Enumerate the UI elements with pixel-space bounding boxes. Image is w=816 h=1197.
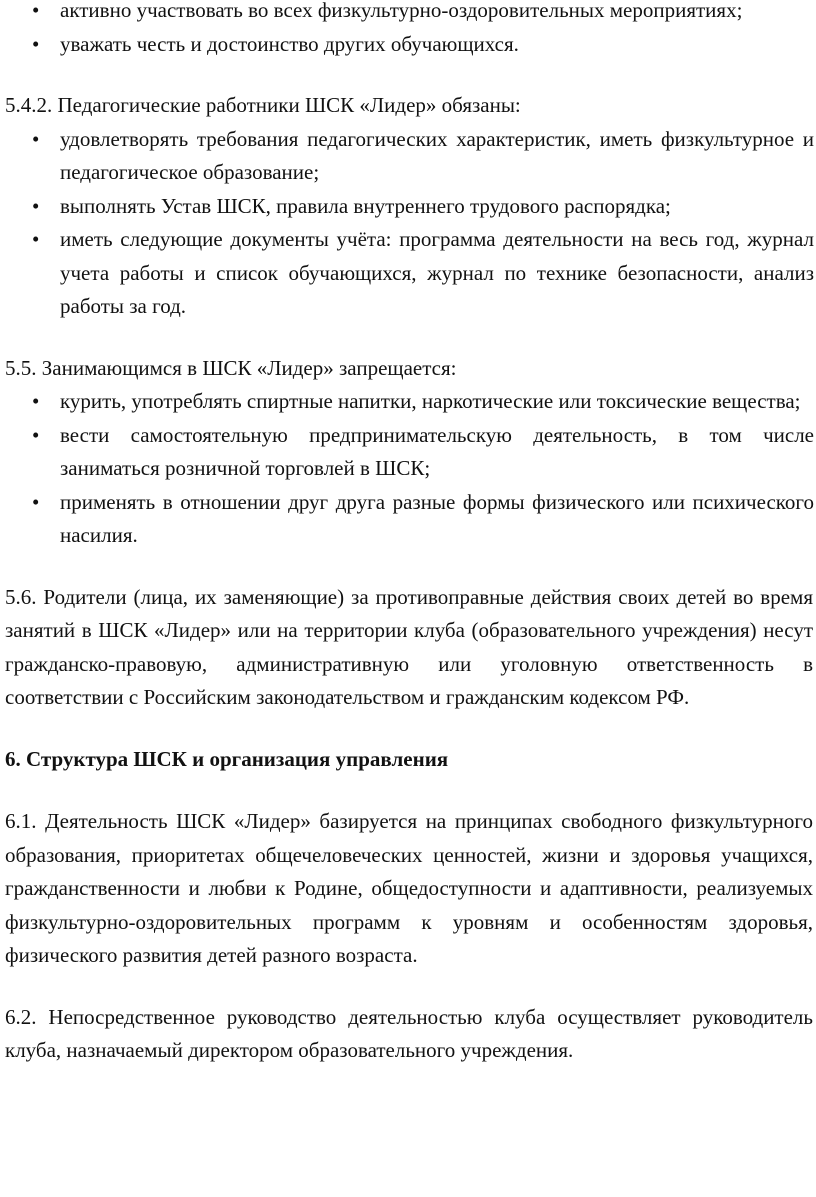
paragraph-6-2: 6.2. Непосредственное руководство деятельностью клуба осуществляет руководитель клуба, назначаемый директором образовательного учреждения. [5,1004,813,1062]
list-item: • вести самостоятельную предпринимательскую деятельность, в том числе заниматься розничной торговлей в ШСК; [0,419,816,486]
list-item: • курить, употреблять спиртные напитки, наркотические или токсические вещества; [0,385,816,419]
list-item: • выполнять Устав ШСК, правила внутреннего трудового распорядка; [0,190,816,224]
paragraph-5-6: 5.6. Родители (лица, их заменяющие) за противоправные действия своих детей во время занятий в ШСК «Лидер» или на территории клуба (образовательного учреждения) несут гражданско-правовую, административную или уголовную ответственность в соответствии с Российским законодательством и гражданским кодексом РФ. [5,584,813,709]
bullet-icon: • [32,31,40,56]
bullet-icon: • [32,193,40,218]
bullet-icon: • [32,422,40,447]
bullet-list-prohibited [0,385,816,553]
bullet-list-teachers [0,123,816,324]
paragraph-6-1: 6.1. Деятельность ШСК «Лидер» базируется на принципах свободного физкультурного образования, приоритетах общечеловеческих ценностей, жизни и здоровья учащихся, гражданственности и любви к Родине, общедоступности и адаптивности, реализуемых физкультурно-оздоровительных программ к уровням и особенностям здоровья, физического развития детей разного возраста. [5,809,813,967]
section-heading-6: 6. Структура ШСК и организация управления [5,746,449,771]
bullet-icon: • [32,0,40,22]
bullet-list-duties [0,0,816,61]
list-item: • уважать честь и достоинство других обучающихся. [0,28,816,62]
list-item: • применять в отношении друг друга разные формы физического или психического насилия. [0,486,816,553]
section-title-5-4-2: 5.4.2. Педагогические работники ШСК «Лидер» обязаны: [5,93,521,117]
bullet-icon: • [32,227,40,251]
bullet-icon: • [32,389,40,413]
list-item: • удовлетворять требования педагогических характеристик, иметь физкультурное и педагогическое образование; [0,123,816,190]
list-item: • активно участвовать во всех физкультурно-оздоровительных мероприятиях; [0,0,816,28]
list-item: • иметь следующие документы учёта: программа деятельности на весь год, журнал учета работы и список обучающихся, журнал по технике безопасности, анализ работы за год. [0,223,816,324]
bullet-icon: • [32,489,40,514]
bullet-icon: • [32,126,40,151]
section-title-5-5: 5.5. Занимающимся в ШСК «Лидер» запрещается: [5,355,457,380]
